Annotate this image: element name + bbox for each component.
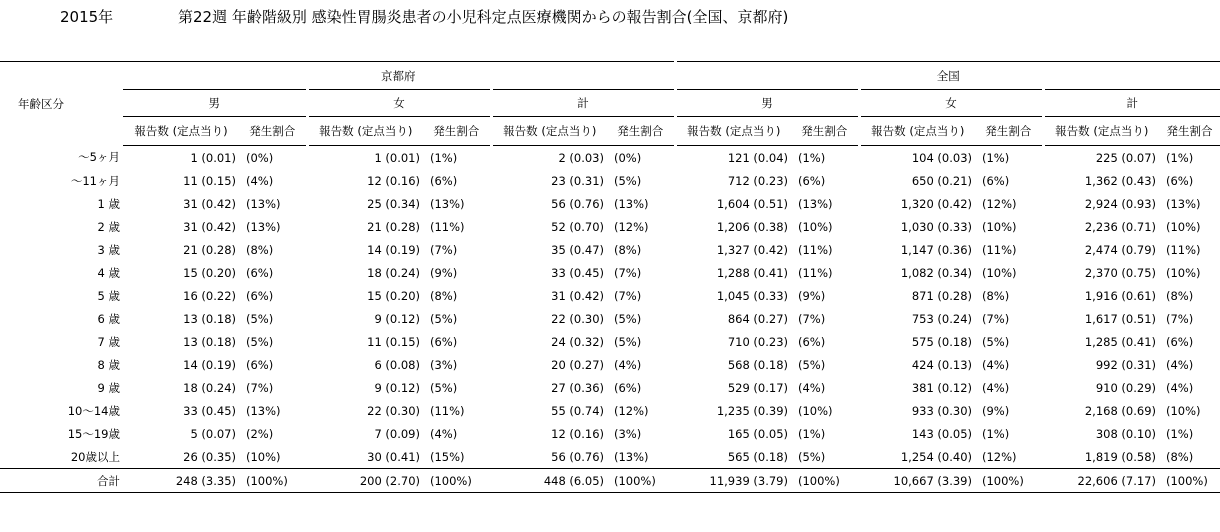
rate-cell: (2%)	[246, 426, 274, 441]
sex-header: 計	[1043, 90, 1220, 117]
subheader-count: 報告数 (定点当り)	[123, 117, 239, 146]
rate-cell: (6%)	[982, 173, 1010, 188]
report-count-cell: 871 (0.28)	[911, 288, 972, 303]
rate-cell: (11%)	[430, 403, 465, 418]
rate-cell: (4%)	[246, 173, 274, 188]
age-label: 2 歳	[97, 219, 120, 234]
table-row	[0, 284, 1220, 307]
rate-cell: (8%)	[430, 288, 458, 303]
report-count-cell: 2,474 (0.79)	[1084, 242, 1156, 257]
region-header-kyoto: 京都府	[123, 62, 675, 90]
report-count-cell: 910 (0.29)	[1095, 380, 1156, 395]
report-count-cell: 22 (0.30)	[551, 311, 604, 326]
age-label: 7 歳	[97, 334, 120, 349]
report-count-cell: 52 (0.70)	[551, 219, 604, 234]
rate-cell: (1%)	[798, 150, 826, 165]
table-row	[0, 215, 1220, 238]
rate-cell: (15%)	[430, 449, 465, 464]
table-row	[0, 261, 1220, 284]
subheader-count: 報告数 (定点当り)	[307, 117, 423, 146]
report-count-cell: 5 (0.07)	[190, 426, 236, 441]
rate-cell: (9%)	[798, 288, 826, 303]
report-count-cell: 15 (0.20)	[367, 288, 420, 303]
rate-cell: (4%)	[982, 357, 1010, 372]
report-count-cell: 25 (0.34)	[367, 196, 420, 211]
report-count-cell: 12 (0.16)	[551, 426, 604, 441]
report-count-cell: 308 (0.10)	[1095, 426, 1156, 441]
rate-cell: (5%)	[246, 334, 274, 349]
report-count-cell: 565 (0.18)	[727, 449, 788, 464]
age-label: 5 歳	[97, 288, 120, 303]
report-count-cell: 121 (0.04)	[727, 150, 788, 165]
rate-cell: (11%)	[430, 219, 465, 234]
sex-header: 女	[307, 90, 491, 117]
age-label: 6 歳	[97, 311, 120, 326]
report-count-cell: 11 (0.15)	[367, 334, 420, 349]
age-label: 4 歳	[97, 265, 120, 280]
rate-cell: (5%)	[430, 311, 458, 326]
rate-cell: (13%)	[430, 196, 465, 211]
rate-cell: (10%)	[982, 219, 1017, 234]
report-count-cell: 35 (0.47)	[551, 242, 604, 257]
rate-cell: (6%)	[246, 288, 274, 303]
age-label: ～11ヶ月	[70, 173, 120, 188]
rate-cell: (100%)	[791, 469, 859, 493]
rate-cell: (100%)	[607, 469, 675, 493]
report-count-cell: 1,320 (0.42)	[900, 196, 972, 211]
rate-cell: (10%)	[982, 265, 1017, 280]
report-count-cell: 1,206 (0.38)	[716, 219, 788, 234]
report-count-cell: 13 (0.18)	[183, 311, 236, 326]
year-label: 2015年	[60, 8, 114, 26]
report-count-cell: 1,604 (0.51)	[716, 196, 788, 211]
table-row	[0, 238, 1220, 261]
rate-cell: (5%)	[430, 380, 458, 395]
report-count-cell: 2 (0.03)	[558, 150, 604, 165]
report-count-cell: 1,147 (0.36)	[900, 242, 972, 257]
report-count-cell: 710 (0.23)	[727, 334, 788, 349]
rate-cell: (6%)	[614, 380, 642, 395]
table-row	[0, 353, 1220, 376]
rate-cell: (7%)	[1166, 311, 1194, 326]
rate-cell: (4%)	[614, 357, 642, 372]
report-count-cell: 30 (0.41)	[367, 449, 420, 464]
rate-cell: (11%)	[1166, 242, 1201, 257]
rate-cell: (7%)	[614, 265, 642, 280]
rate-cell: (5%)	[246, 311, 274, 326]
rate-cell: (4%)	[1166, 357, 1194, 372]
rate-cell: (8%)	[1166, 288, 1194, 303]
rate-cell: (8%)	[614, 242, 642, 257]
rate-cell: (9%)	[982, 403, 1010, 418]
report-count-cell: 11,939 (3.79)	[675, 469, 791, 493]
report-count-cell: 26 (0.35)	[183, 449, 236, 464]
report-count-cell: 575 (0.18)	[911, 334, 972, 349]
report-count-cell: 33 (0.45)	[551, 265, 604, 280]
rate-cell: (6%)	[798, 334, 826, 349]
rate-cell: (5%)	[798, 357, 826, 372]
report-count-cell: 7 (0.09)	[374, 426, 420, 441]
report-count-cell: 225 (0.07)	[1095, 150, 1156, 165]
rate-cell: (3%)	[430, 357, 458, 372]
age-label: 8 歳	[97, 357, 120, 372]
rate-cell: (1%)	[1166, 426, 1194, 441]
rate-cell: (10%)	[798, 219, 833, 234]
rate-cell: (1%)	[798, 426, 826, 441]
region-header-national: 全国	[675, 62, 1220, 90]
table-row	[0, 307, 1220, 330]
report-count-cell: 1,082 (0.34)	[900, 265, 972, 280]
report-count-cell: 424 (0.13)	[911, 357, 972, 372]
rate-cell: (100%)	[975, 469, 1043, 493]
report-count-cell: 56 (0.76)	[551, 449, 604, 464]
table-row	[0, 376, 1220, 399]
report-count-cell: 23 (0.31)	[551, 173, 604, 188]
report-count-cell: 1,254 (0.40)	[900, 449, 972, 464]
report-count-cell: 200 (2.70)	[307, 469, 423, 493]
rate-cell: (5%)	[798, 449, 826, 464]
rate-cell: (6%)	[430, 173, 458, 188]
report-count-cell: 448 (6.05)	[491, 469, 607, 493]
rate-cell: (5%)	[614, 334, 642, 349]
rate-cell: (8%)	[246, 242, 274, 257]
rate-cell: (4%)	[430, 426, 458, 441]
rate-cell: (13%)	[1166, 196, 1201, 211]
rate-cell: (0%)	[614, 150, 642, 165]
rate-cell: (6%)	[246, 265, 274, 280]
rate-cell: (0%)	[246, 150, 274, 165]
rate-cell: (12%)	[982, 196, 1017, 211]
rate-cell: (11%)	[798, 265, 833, 280]
rate-cell: (8%)	[1166, 449, 1194, 464]
report-count-cell: 56 (0.76)	[551, 196, 604, 211]
rate-cell: (12%)	[982, 449, 1017, 464]
subheader-count: 報告数 (定点当り)	[491, 117, 607, 146]
rate-cell: (5%)	[614, 173, 642, 188]
report-count-cell: 1,030 (0.33)	[900, 219, 972, 234]
age-label: ～5ヶ月	[78, 150, 120, 165]
rate-cell: (1%)	[1166, 150, 1194, 165]
rate-cell: (7%)	[430, 242, 458, 257]
age-label: 9 歳	[97, 380, 120, 395]
sex-header: 男	[123, 90, 307, 117]
report-count-cell: 2,236 (0.71)	[1084, 219, 1156, 234]
report-count-cell: 568 (0.18)	[727, 357, 788, 372]
report-count-cell: 27 (0.36)	[551, 380, 604, 395]
age-label: 10～14歳	[67, 403, 120, 418]
report-count-cell: 2,370 (0.75)	[1084, 265, 1156, 280]
subheader-rate: 発生割合	[607, 117, 675, 146]
report-count-cell: 712 (0.23)	[727, 173, 788, 188]
table-row	[0, 445, 1220, 469]
report-count-cell: 650 (0.21)	[911, 173, 972, 188]
age-label: 1 歳	[97, 196, 120, 211]
rate-cell: (11%)	[982, 242, 1017, 257]
report-count-cell: 31 (0.42)	[183, 219, 236, 234]
report-count-cell: 9 (0.12)	[374, 311, 420, 326]
report-count-cell: 1 (0.01)	[190, 150, 236, 165]
subheader-count: 報告数 (定点当り)	[1043, 117, 1159, 146]
report-count-cell: 143 (0.05)	[911, 426, 972, 441]
report-count-cell: 992 (0.31)	[1095, 357, 1156, 372]
report-count-cell: 104 (0.03)	[911, 150, 972, 165]
table-row	[0, 146, 1220, 170]
sex-header: 計	[491, 90, 675, 117]
report-count-cell: 6 (0.08)	[374, 357, 420, 372]
rate-cell: (10%)	[1166, 265, 1201, 280]
rate-cell: (9%)	[430, 265, 458, 280]
rate-cell: (5%)	[614, 311, 642, 326]
rate-cell: (8%)	[982, 288, 1010, 303]
rate-cell: (1%)	[430, 150, 458, 165]
report-count-cell: 165 (0.05)	[727, 426, 788, 441]
age-label: 合計	[0, 469, 123, 493]
rate-cell: (7%)	[614, 288, 642, 303]
report-count-cell: 9 (0.12)	[374, 380, 420, 395]
rate-cell: (13%)	[246, 196, 281, 211]
report-count-cell: 14 (0.19)	[367, 242, 420, 257]
rate-cell: (6%)	[246, 357, 274, 372]
rate-cell: (10%)	[1166, 403, 1201, 418]
report-count-cell: 22 (0.30)	[367, 403, 420, 418]
sex-header: 女	[859, 90, 1043, 117]
rate-cell: (4%)	[982, 380, 1010, 395]
report-count-cell: 16 (0.22)	[183, 288, 236, 303]
rate-cell: (1%)	[982, 426, 1010, 441]
report-count-cell: 31 (0.42)	[183, 196, 236, 211]
report-count-cell: 22,606 (7.17)	[1043, 469, 1159, 493]
subheader-rate: 発生割合	[975, 117, 1043, 146]
age-label: 20歳以上	[70, 449, 120, 464]
report-count-cell: 15 (0.20)	[183, 265, 236, 280]
rate-cell: (6%)	[430, 334, 458, 349]
report-count-cell: 1,235 (0.39)	[716, 403, 788, 418]
rate-cell: (7%)	[798, 311, 826, 326]
rate-cell: (6%)	[1166, 173, 1194, 188]
subheader-count: 報告数 (定点当り)	[859, 117, 975, 146]
report-count-cell: 21 (0.28)	[183, 242, 236, 257]
rate-cell: (6%)	[1166, 334, 1194, 349]
report-count-cell: 20 (0.27)	[551, 357, 604, 372]
subheader-rate: 発生割合	[791, 117, 859, 146]
age-label: 3 歳	[97, 242, 120, 257]
report-count-cell: 12 (0.16)	[367, 173, 420, 188]
report-count-cell: 1,916 (0.61)	[1084, 288, 1156, 303]
report-count-cell: 381 (0.12)	[911, 380, 972, 395]
total-row	[0, 469, 1220, 493]
report-count-cell: 1,617 (0.51)	[1084, 311, 1156, 326]
report-count-cell: 1,045 (0.33)	[716, 288, 788, 303]
rate-cell: (10%)	[798, 403, 833, 418]
rate-cell: (6%)	[798, 173, 826, 188]
rate-cell: (100%)	[239, 469, 307, 493]
report-count-cell: 2,924 (0.93)	[1084, 196, 1156, 211]
rate-cell: (13%)	[614, 449, 649, 464]
report-count-cell: 753 (0.24)	[911, 311, 972, 326]
rate-cell: (10%)	[246, 449, 281, 464]
report-count-cell: 933 (0.30)	[911, 403, 972, 418]
report-count-cell: 24 (0.32)	[551, 334, 604, 349]
rate-cell: (4%)	[1166, 380, 1194, 395]
rate-cell: (12%)	[614, 219, 649, 234]
age-label: 15～19歳	[67, 426, 120, 441]
table-row	[0, 422, 1220, 445]
age-column-header: 年齢区分	[0, 62, 123, 146]
report-count-cell: 14 (0.19)	[183, 357, 236, 372]
rate-cell: (4%)	[798, 380, 826, 395]
rate-cell: (13%)	[246, 403, 281, 418]
page-title: 第22週 年齢階級別 感染性胃腸炎患者の小児科定点医療機関からの報告割合(全国、京都府)	[178, 8, 789, 26]
rate-cell: (7%)	[246, 380, 274, 395]
report-count-cell: 21 (0.28)	[367, 219, 420, 234]
report-count-cell: 529 (0.17)	[727, 380, 788, 395]
report-count-cell: 1 (0.01)	[374, 150, 420, 165]
report-count-cell: 248 (3.35)	[123, 469, 239, 493]
report-count-cell: 31 (0.42)	[551, 288, 604, 303]
report-count-cell: 1,285 (0.41)	[1084, 334, 1156, 349]
report-count-cell: 11 (0.15)	[183, 173, 236, 188]
report-table	[0, 61, 1220, 493]
rate-cell: (13%)	[246, 219, 281, 234]
report-count-cell: 55 (0.74)	[551, 403, 604, 418]
rate-cell: (5%)	[982, 334, 1010, 349]
subheader-rate: 発生割合	[423, 117, 491, 146]
subheader-count: 報告数 (定点当り)	[675, 117, 791, 146]
report-count-cell: 10,667 (3.39)	[859, 469, 975, 493]
rate-cell: (12%)	[614, 403, 649, 418]
rate-cell: (100%)	[423, 469, 491, 493]
report-count-cell: 1,288 (0.41)	[716, 265, 788, 280]
rate-cell: (1%)	[982, 150, 1010, 165]
table-row	[0, 192, 1220, 215]
report-count-cell: 1,362 (0.43)	[1084, 173, 1156, 188]
report-count-cell: 13 (0.18)	[183, 334, 236, 349]
report-count-cell: 864 (0.27)	[727, 311, 788, 326]
rate-cell: (11%)	[798, 242, 833, 257]
subheader-rate: 発生割合	[239, 117, 307, 146]
subheader-rate: 発生割合	[1159, 117, 1220, 146]
rate-cell: (100%)	[1159, 469, 1220, 493]
table-row	[0, 169, 1220, 192]
rate-cell: (10%)	[1166, 219, 1201, 234]
sex-header: 男	[675, 90, 859, 117]
table-row	[0, 399, 1220, 422]
rate-cell: (13%)	[614, 196, 649, 211]
report-count-cell: 33 (0.45)	[183, 403, 236, 418]
report-count-cell: 1,819 (0.58)	[1084, 449, 1156, 464]
rate-cell: (7%)	[982, 311, 1010, 326]
report-count-cell: 2,168 (0.69)	[1084, 403, 1156, 418]
report-count-cell: 1,327 (0.42)	[716, 242, 788, 257]
table-row	[0, 330, 1220, 353]
report-count-cell: 18 (0.24)	[183, 380, 236, 395]
rate-cell: (13%)	[798, 196, 833, 211]
rate-cell: (3%)	[614, 426, 642, 441]
report-count-cell: 18 (0.24)	[367, 265, 420, 280]
